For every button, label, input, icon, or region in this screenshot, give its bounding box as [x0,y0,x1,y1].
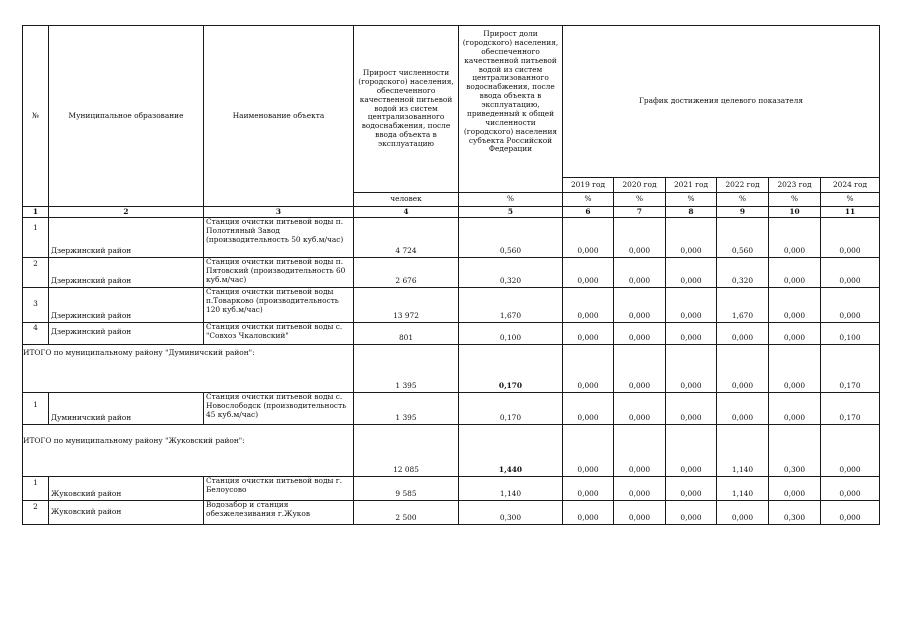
total-label: ИТОГО по муниципальному району "Жуковский район": [23,425,204,477]
total-2019: 0,000 [563,425,614,477]
header-year-2021: 2021 год [666,178,717,193]
row-2023: 0,000 [769,218,821,258]
header-no: № [23,26,49,207]
row-2020: 0,000 [614,323,666,345]
colnum-10: 10 [769,207,821,218]
row-object: Станция очистки питьевой воды п. Пятовский (производительность 60 куб.м/час) [204,258,354,288]
row-2022: 1,670 [717,288,769,323]
table-row [23,477,880,501]
total-2022: 0,000 [717,345,769,393]
row-2019: 0,000 [563,218,614,258]
row-share: 0,320 [459,258,563,288]
row-municipality: Дзержинский район [49,323,204,345]
row-2023: 0,000 [769,393,821,425]
row-2021: 0,000 [666,393,717,425]
colnum-9: 9 [717,207,769,218]
colnum-1: 1 [23,207,49,218]
row-2022: 0,560 [717,218,769,258]
row-2024: 0,000 [821,218,880,258]
header-year-2020: 2020 год [614,178,666,193]
total-people: 1 395 [354,345,459,393]
header-year-2019: 2019 год [563,178,614,193]
row-2024: 0,000 [821,477,880,501]
colnum-2: 2 [49,207,204,218]
colnum-11: 11 [821,207,880,218]
row-2024: 0,000 [821,258,880,288]
table-row [23,393,880,425]
unit-pct: % [821,193,880,207]
row-2023: 0,300 [769,501,821,525]
row-2024: 0,000 [821,501,880,525]
row-2019: 0,000 [563,288,614,323]
row-people: 801 [354,323,459,345]
row-share: 0,170 [459,393,563,425]
total-2022: 1,140 [717,425,769,477]
row-2022: 0,000 [717,323,769,345]
row-share: 0,560 [459,218,563,258]
row-2021: 0,000 [666,501,717,525]
row-no: 3 [23,288,49,323]
row-2020: 0,000 [614,288,666,323]
row-2024: 0,100 [821,323,880,345]
colnum-5: 5 [459,207,563,218]
row-2024: 0,000 [821,288,880,323]
row-people: 13 972 [354,288,459,323]
row-2021: 0,000 [666,218,717,258]
row-no: 1 [23,393,49,425]
row-no: 1 [23,477,49,501]
unit-people: человек [354,193,459,207]
total-share: 1,440 [459,425,563,477]
unit-pct: % [769,193,821,207]
row-2023: 0,000 [769,288,821,323]
header-schedule: График достижения целевого показателя [563,26,880,178]
row-2019: 0,000 [563,501,614,525]
row-municipality: Дзержинский район [49,218,204,258]
row-2021: 0,000 [666,323,717,345]
unit-pct: % [717,193,769,207]
row-object: Станция очистки питьевой воды г. Белоусово [204,477,354,501]
row-municipality: Жуковский район [49,501,204,525]
row-2022: 0,000 [717,501,769,525]
row-municipality: Думиничский район [49,393,204,425]
row-no: 4 [23,323,49,345]
table-row [23,501,880,525]
row-share: 1,670 [459,288,563,323]
row-2020: 0,000 [614,501,666,525]
total-label: ИТОГО по муниципальному району "Думиничский район": [23,345,204,393]
row-2022: 1,140 [717,477,769,501]
total-2021: 0,000 [666,345,717,393]
row-no: 2 [23,258,49,288]
row-people: 2 676 [354,258,459,288]
row-2020: 0,000 [614,258,666,288]
header-year-2023: 2023 год [769,178,821,193]
row-2023: 0,000 [769,477,821,501]
row-object: Станция очистки питьевой воды п.Товарково (производительность 120 куб.м/час) [204,288,354,323]
total-share: 0,170 [459,345,563,393]
total-2019: 0,000 [563,345,614,393]
row-2022: 0,320 [717,258,769,288]
row-2019: 0,000 [563,477,614,501]
header-municipality: Муниципальное образование [49,26,204,207]
header-year-2022: 2022 год [717,178,769,193]
total-row [23,425,880,477]
total-2020: 0,000 [614,345,666,393]
header-object-name: Наименование объекта [204,26,354,207]
colnum-7: 7 [614,207,666,218]
row-no: 1 [23,218,49,258]
row-object: Водозабор и станция обезжелезивания г.Жуков [204,501,354,525]
row-2019: 0,000 [563,393,614,425]
row-2019: 0,000 [563,258,614,288]
row-2023: 0,000 [769,323,821,345]
total-2023: 0,000 [769,345,821,393]
row-2023: 0,000 [769,258,821,288]
row-2021: 0,000 [666,288,717,323]
total-2020: 0,000 [614,425,666,477]
row-people: 2 500 [354,501,459,525]
total-people: 12 085 [354,425,459,477]
row-share: 0,100 [459,323,563,345]
row-2024: 0,170 [821,393,880,425]
row-no: 2 [23,501,49,525]
row-people: 1 395 [354,393,459,425]
colnum-8: 8 [666,207,717,218]
row-municipality: Дзержинский район [49,258,204,288]
total-2024: 0,170 [821,345,880,393]
total-row [23,345,880,393]
row-object: Станция очистки питьевой воды с. "Совхоз Чкаловский" [204,323,354,345]
header-year-2024: 2024 год [821,178,880,193]
table-row [23,288,880,323]
row-people: 9 585 [354,477,459,501]
colnum-4: 4 [354,207,459,218]
row-municipality: Дзержинский район [49,288,204,323]
unit-pct: % [563,193,614,207]
unit-pct: % [666,193,717,207]
total-2021: 0,000 [666,425,717,477]
row-2021: 0,000 [666,477,717,501]
header-share-growth: Прирост доли (городского) населения, обеспеченного качественной питьевой водой из систем централизованного водоснабжения, после ввода объекта в эксплуатацию, приведенный к общей численности (городского) населения субъекта Российской Федерации [459,26,563,193]
unit-pct: % [614,193,666,207]
table-row [23,218,880,258]
table-row [23,258,880,288]
row-people: 4 724 [354,218,459,258]
row-share: 0,300 [459,501,563,525]
colnum-6: 6 [563,207,614,218]
row-object: Станция очистки питьевой воды п. Полотняный Завод (производительность 50 куб.м/час) [204,218,354,258]
unit-pct: % [459,193,563,207]
total-2024: 0,000 [821,425,880,477]
row-object: Станция очистки питьевой воды с. Новослободск (производительность 45 куб.м/час) [204,393,354,425]
row-2022: 0,000 [717,393,769,425]
row-2020: 0,000 [614,477,666,501]
table-row [23,323,880,345]
row-municipality: Жуковский район [49,477,204,501]
row-share: 1,140 [459,477,563,501]
empty-cell [204,425,354,477]
target-indicator-table [22,25,880,525]
row-2020: 0,000 [614,218,666,258]
row-2019: 0,000 [563,323,614,345]
header-population-growth: Прирост численности (городского) населения, обеспеченного качественной питьевой водой из систем централизованного водоснабжения, после ввода объекта в эксплуатацию [354,26,459,193]
colnum-3: 3 [204,207,354,218]
total-2023: 0,300 [769,425,821,477]
row-2020: 0,000 [614,393,666,425]
row-2021: 0,000 [666,258,717,288]
